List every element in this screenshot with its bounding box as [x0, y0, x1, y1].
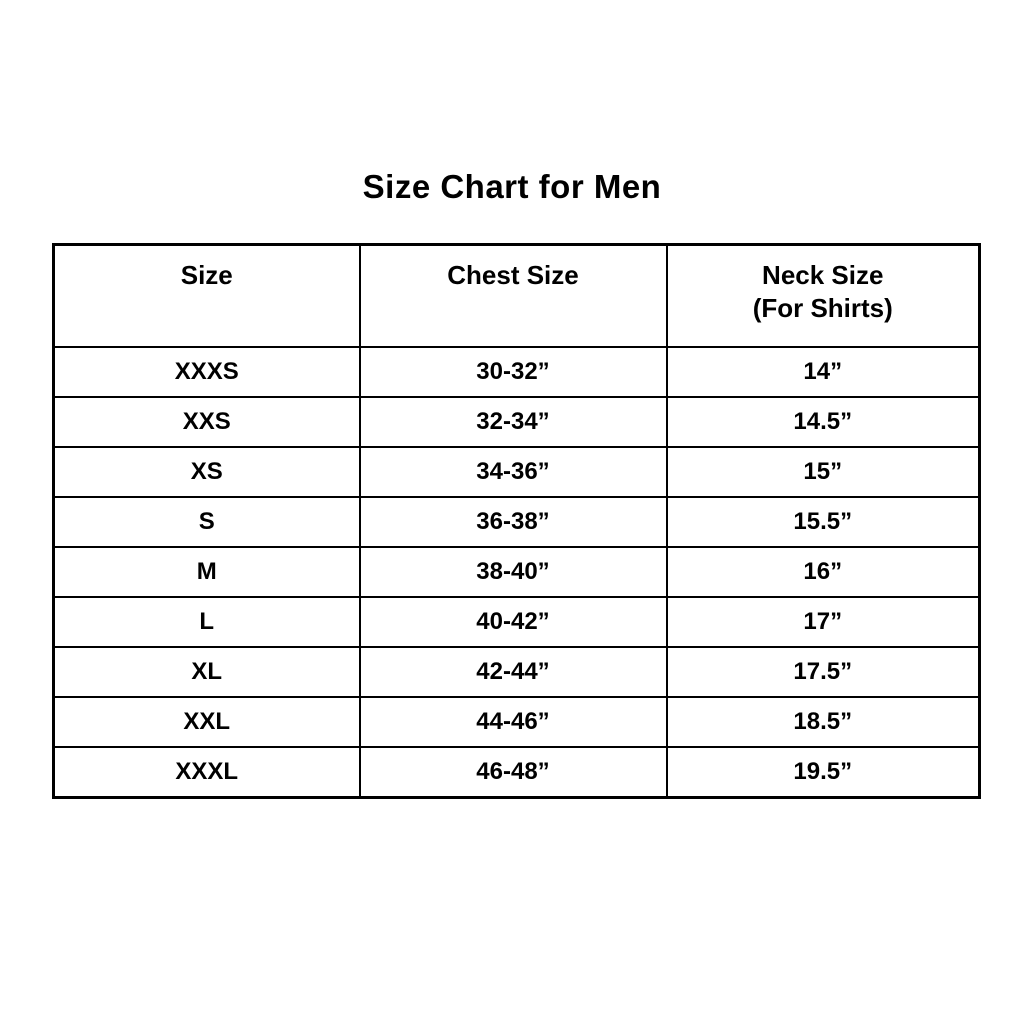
- cell-size: XXXL: [54, 747, 360, 798]
- table-row: [54, 647, 980, 697]
- cell-neck-size: 19.5”: [667, 747, 980, 798]
- header-cell-chest-size: [360, 245, 667, 348]
- page-title: Size Chart for Men: [362, 168, 662, 205]
- table-row: [54, 547, 980, 597]
- cell-neck-size: 16”: [667, 547, 980, 597]
- cell-size: XXXS: [54, 347, 360, 397]
- header-cell-size: [54, 245, 360, 348]
- table-row: [54, 497, 980, 547]
- table-row: [54, 697, 980, 747]
- cell-neck-size: 15”: [667, 447, 980, 497]
- header-label: Neck Size: [762, 260, 884, 290]
- header-label: Size: [180, 260, 233, 290]
- size-chart-table: [52, 243, 981, 799]
- cell-chest-size: 32-34”: [360, 397, 667, 447]
- cell-chest-size: 42-44”: [360, 647, 667, 697]
- cell-neck-size: 15.5”: [667, 497, 980, 547]
- cell-chest-size: 38-40”: [360, 547, 667, 597]
- header-cell-neck-size: [667, 245, 980, 348]
- cell-size: S: [54, 497, 360, 547]
- cell-chest-size: 30-32”: [360, 347, 667, 397]
- cell-chest-size: 34-36”: [360, 447, 667, 497]
- cell-chest-size: 46-48”: [360, 747, 667, 798]
- cell-chest-size: 40-42”: [360, 597, 667, 647]
- cell-neck-size: 18.5”: [667, 697, 980, 747]
- cell-chest-size: 44-46”: [360, 697, 667, 747]
- cell-size: XXL: [54, 697, 360, 747]
- table-row: [54, 397, 980, 447]
- table-row: [54, 347, 980, 397]
- table-body: [54, 347, 980, 798]
- header-row: [54, 245, 980, 348]
- cell-size: L: [54, 597, 360, 647]
- cell-neck-size: 14”: [667, 347, 980, 397]
- cell-chest-size: 36-38”: [360, 497, 667, 547]
- table-row: [54, 597, 980, 647]
- cell-size: XXS: [54, 397, 360, 447]
- table-row: [54, 447, 980, 497]
- cell-neck-size: 17”: [667, 597, 980, 647]
- header-label: Chest Size: [447, 260, 579, 290]
- header-sublabel: (For Shirts): [752, 292, 893, 323]
- cell-size: M: [54, 547, 360, 597]
- cell-size: XL: [54, 647, 360, 697]
- cell-neck-size: 14.5”: [667, 397, 980, 447]
- table-header: [54, 245, 980, 348]
- cell-neck-size: 17.5”: [667, 647, 980, 697]
- table-row: [54, 747, 980, 798]
- cell-size: XS: [54, 447, 360, 497]
